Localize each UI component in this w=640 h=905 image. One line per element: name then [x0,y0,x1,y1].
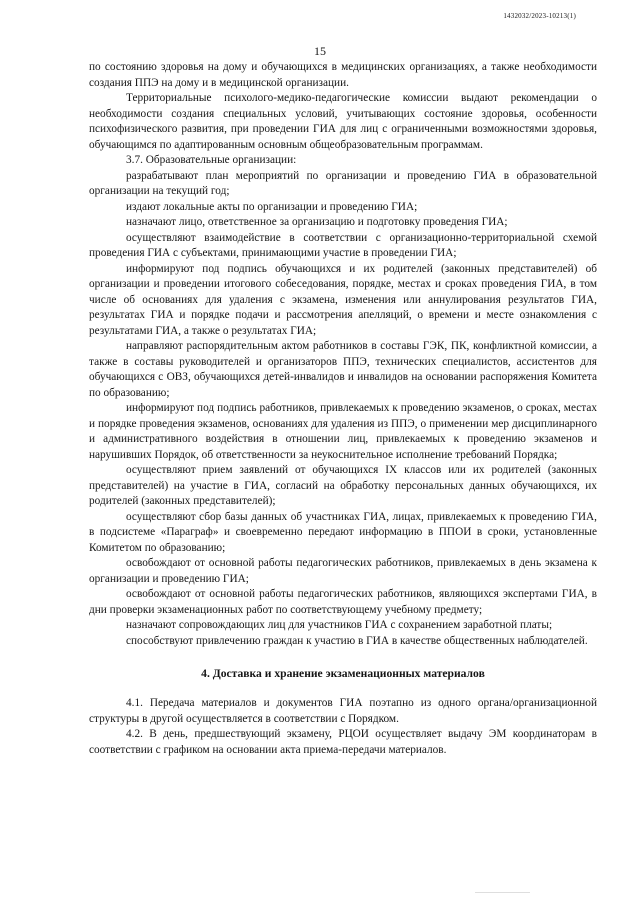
paragraph: 3.7. Образовательные организации: [126,154,297,166]
paragraph: осуществляют взаимодействие в соответствии с организационно-территориальной схемой проведения ГИА с субъектами, принимающими участие в проведении ГИА; [89,231,597,259]
paragraph: информируют под подпись работников, привлекаемых к проведению экзаменов, о сроках, местах и порядке проведения экзаменов, основаниях для удаления из ППЭ, о применении мер дисциплинарного и административного воздействия в отношении лиц, привлекаемых к проведению экзаменов и нарушивших Порядок, об ответственности за неукоснительное исполнение требований Порядка; [89,402,597,461]
paragraph: информируют под подпись обучающихся и их родителей (законных представителей) об организации и проведении итогового собеседования, порядке, местах и сроках проведения ГИА, в том числе об основаниях для удаления с экзамена, изменения или аннулирования результатов ГИА, результатах ГИА и порядке подачи и рассмотрения апелляций, о времени и месте ознакомления с результатами ГИА, а также о результатах ГИА; [89,262,597,337]
paragraph: освобождают от основной работы педагогических работников, привлекаемых в день экзамена к организации и проведению ГИА; [89,557,597,585]
paragraph: способствуют привлечению граждан к участию в ГИА в качестве общественных наблюдателей. [126,634,588,647]
paragraph: назначают сопровождающих лиц для участников ГИА с сохранением заработной платы; [126,619,553,631]
paragraph: 4.1. Передача материалов и документов ГИА поэтапно из одного органа/организационной структуры в другой осуществляется в соответствии с Порядком. [89,697,597,725]
paragraph: осуществляют сбор базы данных об участниках ГИА, лицах, привлекаемых к проведению ГИА, в подсистеме «Параграф» и своевременно передают информацию в ППОИ в сроки, установленные Комитетом по образованию; [89,510,597,554]
paragraph: издают локальные акты по организации и проведению ГИА; [126,200,418,213]
document-body [89,60,597,758]
paragraph: осуществляют прием заявлений от обучающихся IX классов или их родителей (законных представителей) на участие в ГИА, согласий на обработку персональных данных обучающихся, их родителей (законных представителей); [89,464,597,507]
page-number: 15 [314,44,326,58]
paragraph: по состоянию здоровья на дому и обучающихся в медицинских организациях, а также необходимости создания ППЭ на дому и в медицинской организации. [89,61,597,89]
section-heading: 4. Доставка и хранение экзаменационных материалов [201,667,485,680]
paragraph: освобождают от основной работы педагогических работников, являющихся экспертами ГИА, в дни проверки экзаменационных работ по соответствующему учебному предмету; [89,588,597,616]
paragraph: направляют распорядительным актом работников в составы ГЭК, ПК, конфликтной комиссии, а также в составы руководителей и организаторов ППЭ, технических специалистов, ассистентов для обучающихся с ОВЗ, обучающихся детей-инвалидов и инвалидов на основании распоряжения Комитета по образованию; [89,340,597,399]
paragraph: разрабатывают план мероприятий по организации и проведению ГИА в образовательной организации на текущий год; [89,169,597,197]
paragraph: назначают лицо, ответственное за организацию и подготовку проведения ГИА; [126,216,508,228]
paragraph: Территориальные психолого-медико-педагогические комиссии выдают рекомендации о необходимости создания специальных условий, учитывающих состояние здоровья, особенности психофизического развития, при проведении ГИА для лиц с ограниченными возможностями здоровья, обучающимся по адаптированным основным общеобразовательным программам. [89,92,597,151]
document-id: 1432032/2023-10213(1) [503,12,576,20]
paragraph: 4.2. В день, предшествующий экзамену, РЦОИ осуществляет выдачу ЭМ координаторам в соответствии с графиком на основании акта приема-передачи материалов. [89,728,597,756]
scan-artifact [475,892,530,905]
